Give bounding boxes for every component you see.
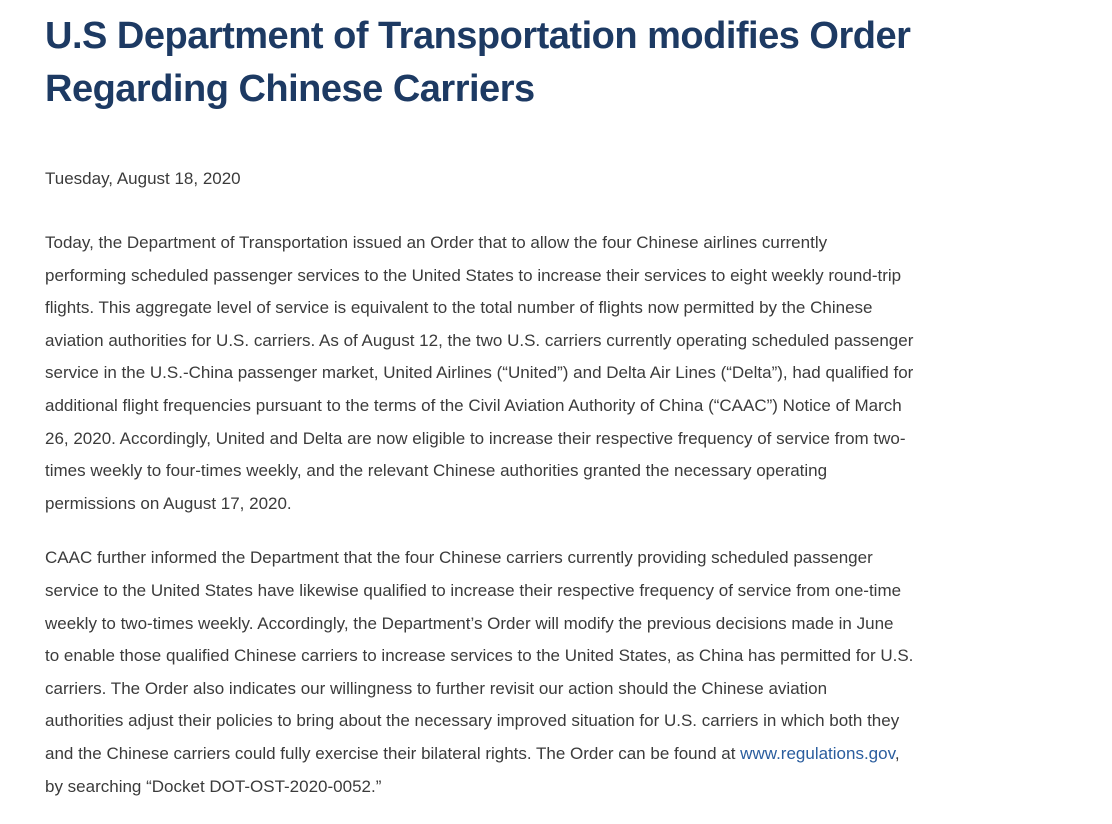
article-body	[45, 227, 1095, 803]
text-line: CAAC further informed the Department that the four Chinese carriers currently providing scheduled passenger	[45, 548, 873, 568]
text-line: 26, 2020. Accordingly, United and Delta are now eligible to increase their respective frequency of service from two-	[45, 428, 906, 448]
paragraph-1	[45, 227, 1095, 520]
text-line: aviation authorities for U.S. carriers. As of August 12, the two U.S. carriers currently operating scheduled passenger	[45, 330, 914, 350]
paragraph-2	[45, 542, 1095, 803]
text-line: Today, the Department of Transportation issued an Order that to allow the four Chinese airlines currently	[45, 233, 828, 252]
publish-date: Tuesday, August 18, 2020	[45, 169, 241, 188]
text-segment: ,	[894, 743, 900, 763]
text-line: to enable those qualified Chinese carriers to increase services to the United States, as China has permitted for U.S.	[45, 646, 914, 666]
article	[45, 10, 1095, 796]
text-line	[45, 738, 1095, 771]
text-line: authorities adjust their policies to bring about the necessary improved situation for U.S. carriers in which both they	[45, 711, 900, 731]
text-line: performing scheduled passenger services to the United States to increase their services to eight weekly round-trip	[45, 265, 902, 285]
text-line: flights. This aggregate level of service is equivalent to the total number of flights now permitted by the Chinese	[45, 298, 873, 318]
text-line: weekly to two-times weekly. Accordingly, the Department’s Order will modify the previous decisions made in June	[45, 613, 894, 633]
text-line: permissions on August 17, 2020.	[45, 493, 292, 513]
text-line: times weekly to four-times weekly, and the relevant Chinese authorities granted the necessary operating	[45, 461, 828, 481]
regulations-gov-link[interactable]: www.regulations.gov	[740, 743, 895, 763]
text-line: service in the U.S.-China passenger market, United Airlines (“United”) and Delta Air Lines (“Delta”), had qualified for	[45, 363, 914, 383]
text-segment: and the Chinese carriers could fully exercise their bilateral rights. The Order can be found at	[45, 743, 741, 763]
text-line: additional flight frequencies pursuant to the terms of the Civil Aviation Authority of China (“CAAC”) Notice of March	[45, 395, 902, 415]
text-line: service to the United States have likewise qualified to increase their respective frequency of service from one-time	[45, 580, 902, 600]
text-line: by searching “Docket DOT-OST-2020-0052.”	[45, 776, 382, 796]
title-line: U.S Department of Transportation modifies Order	[45, 15, 911, 57]
title-line: Regarding Chinese Carriers	[45, 68, 535, 110]
text-line: carriers. The Order also indicates our willingness to further revisit our action should the Chinese aviation	[45, 678, 828, 698]
page-title	[45, 10, 1095, 116]
